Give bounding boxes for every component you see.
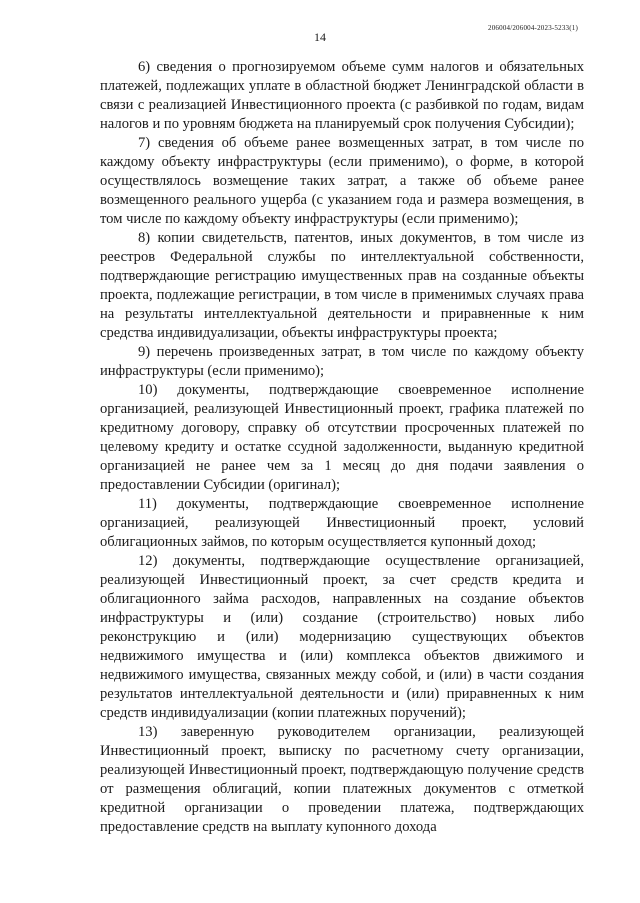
document-body <box>100 58 584 837</box>
list-item: 13) заверенную руководителем организации, реализующей Инвестиционный проект, выписку по расчетному счету организации, реализующей Инвестиционный проект, подтверждающую получение средств от размещения облигаций, копии платежных документов с отметкой кредитной организации о проведении платежа, подтверждающих предоставление средств на выплату купонного дохода <box>100 724 584 835</box>
list-item: 11) документы, подтверждающие своевременное исполнение организацией, реализующей Инвестиционный проект, условий облигационных займов, по которым осуществляется купонный доход; <box>100 496 584 550</box>
list-item: 8) копии свидетельств, патентов, иных документов, в том числе из реестров Федеральной службы по интеллектуальной собственности, подтверждающие регистрацию имущественных прав на созданные объекты проекта, подлежащие регистрации, в том числе в применимых случаях права на результаты интеллектуальной деятельности и приравненные к ним средства индивидуализации, объекты инфраструктуры проекта; <box>100 230 584 341</box>
page-number: 14 <box>314 30 326 44</box>
list-item: 12) документы, подтверждающие осуществление организацией, реализующей Инвестиционный проект, за счет средств кредита и облигационного займа расходов, направленных на создание объектов инфраструктуры и (или) создание (строительство) новых либо реконструкцию и (или) модернизацию существующих объектов недвижимого имущества и (или) комплекса объектов движимого и недвижимого имущества, связанных между собой, и (или) в части создания результатов интеллектуальной деятельности и (или) приравненных к ним средств индивидуализации (копии платежных поручений); <box>100 553 584 721</box>
list-item: 7) сведения об объеме ранее возмещенных затрат, в том числе по каждому объекту инфраструктуры (если применимо), о форме, в которой осуществлялось возмещение таких затрат, а также об объеме ранее возмещенного реального ущерба (с указанием года и размера возмещения, в том числе по каждому объекту инфраструктуры (если применимо); <box>100 135 584 227</box>
list-item: 9) перечень произведенных затрат, в том числе по каждому объекту инфраструктуры (если применимо); <box>100 344 584 379</box>
document-id: 206004/206004-2023-5233(1) <box>488 24 578 32</box>
list-item: 10) документы, подтверждающие своевременное исполнение организацией, реализующей Инвестиционный проект, графика платежей по кредитному договору, справку об отсутствии просроченных платежей по целевому кредиту и остатке ссудной задолженности, выданную кредитной организацией не ранее чем за 1 месяц до дня подачи заявления о предоставлении Субсидии (оригинал); <box>100 382 584 493</box>
list-item: 6) сведения о прогнозируемом объеме сумм налогов и обязательных платежей, подлежащих уплате в областной бюджет Ленинградской области в связи с реализацией Инвестиционного проекта (с разбивкой по годам, видам налогов и по уровням бюджета на планируемый срок получения Субсидии); <box>100 59 584 132</box>
